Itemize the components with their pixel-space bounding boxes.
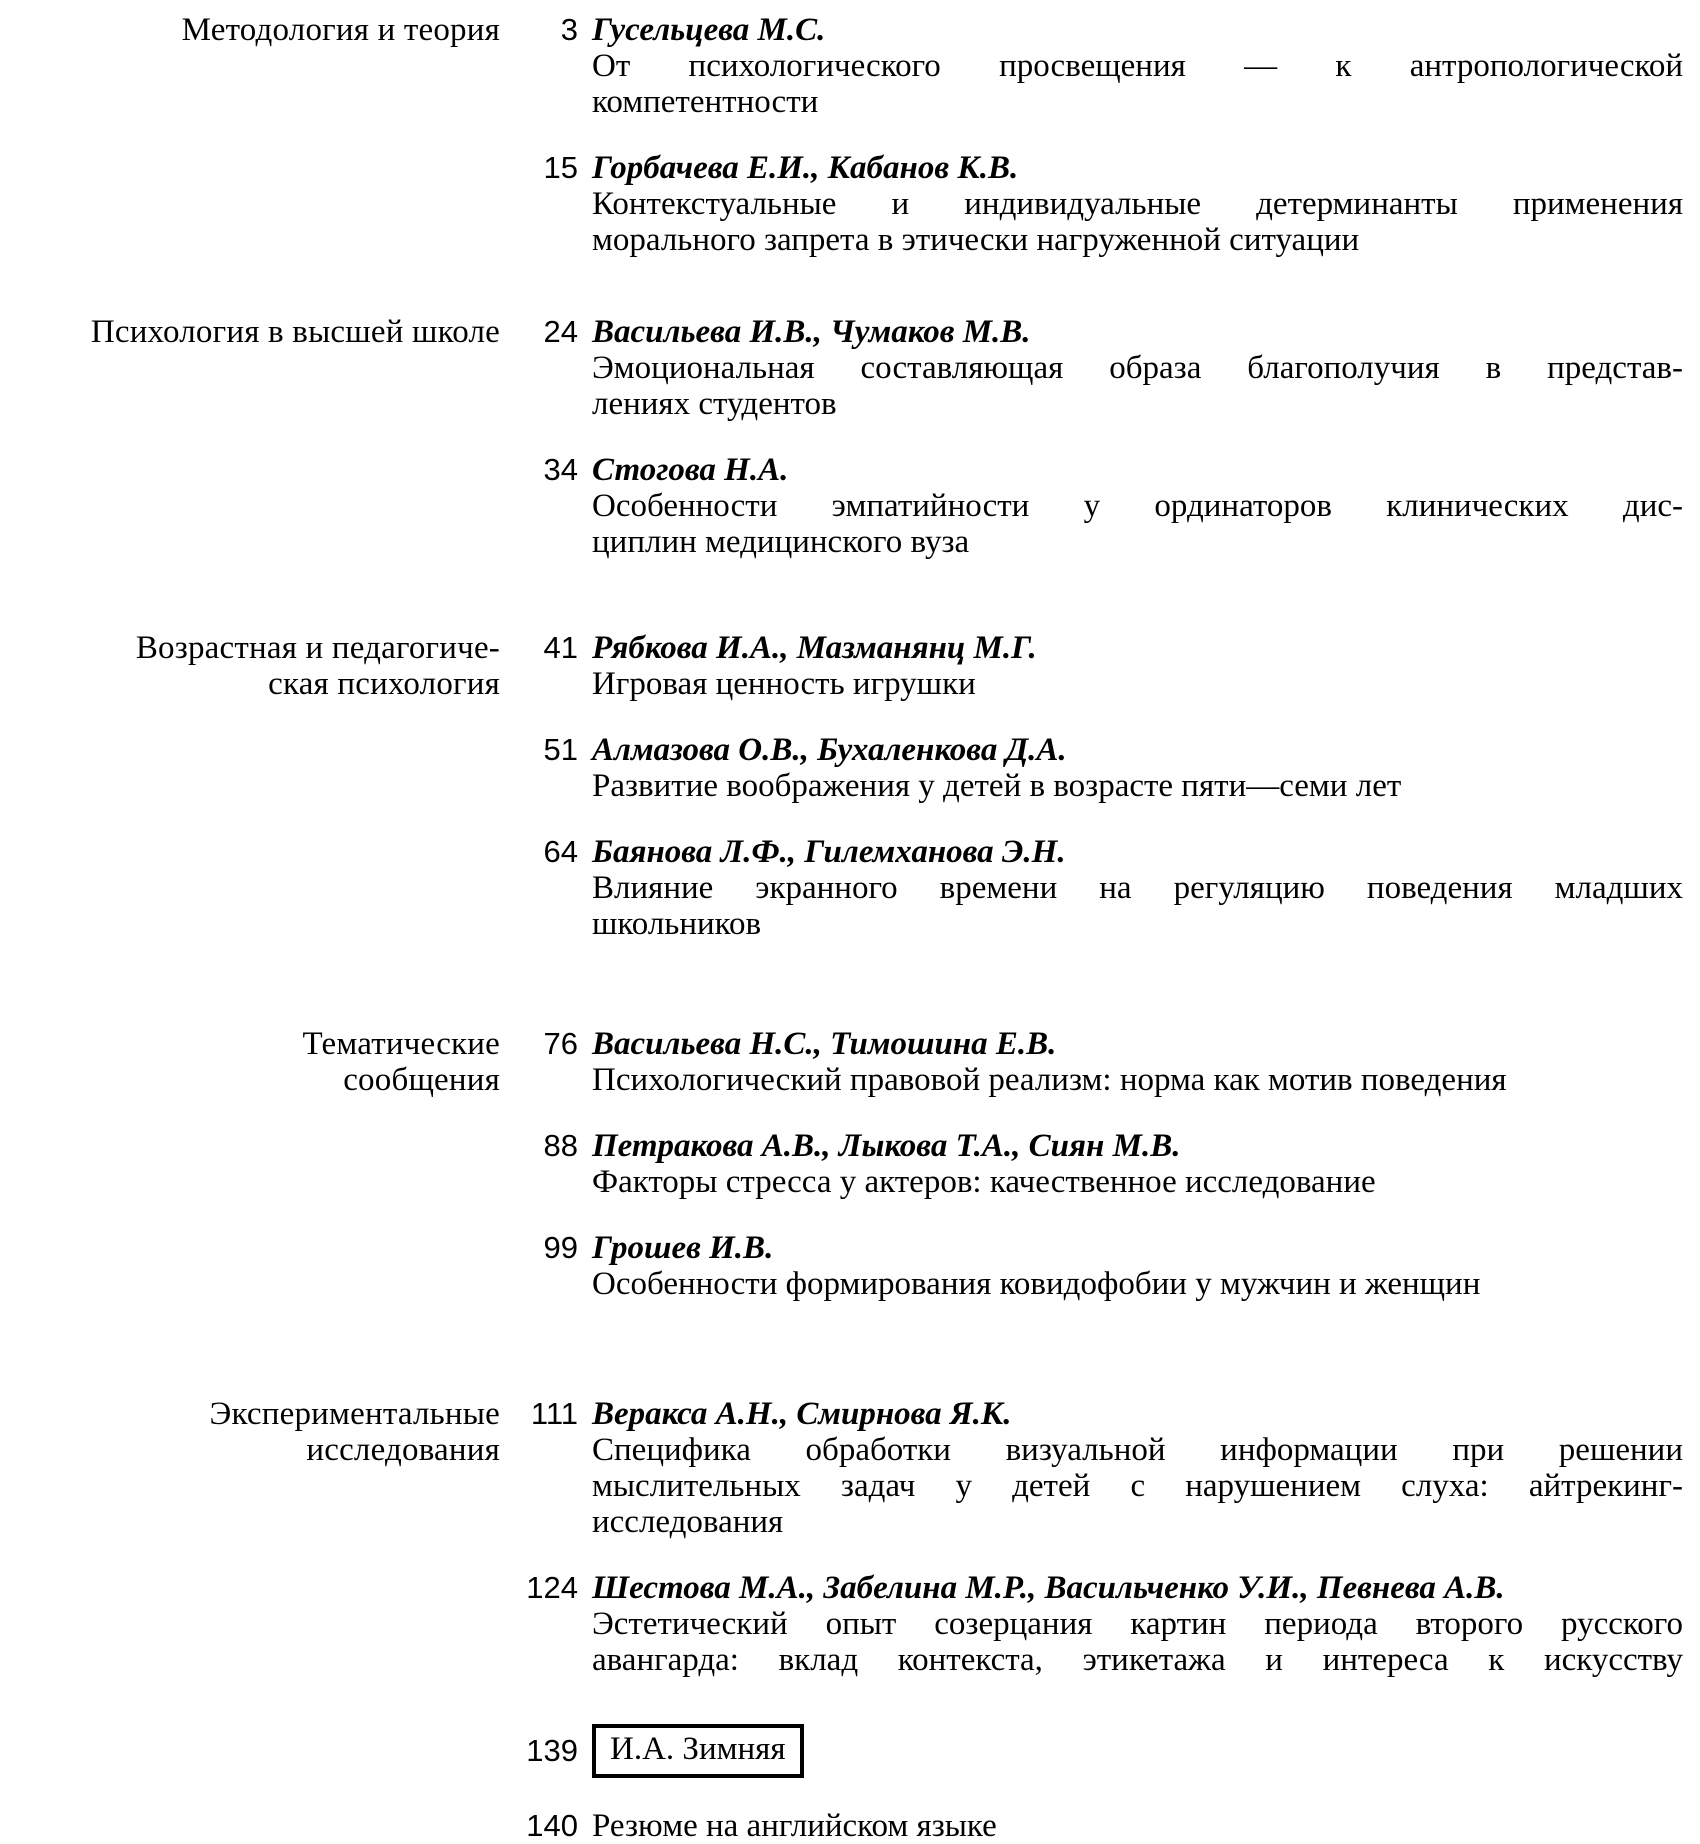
section-label [0, 1026, 500, 1098]
section-label-line: Экспериментальные [209, 1396, 500, 1432]
section-label-line: Тематические [302, 1026, 500, 1062]
entry-title-line: циплин медицинского вуза [592, 524, 970, 560]
toc-entry [500, 732, 1683, 804]
entry-body [592, 1570, 1683, 1678]
entry-title-line: Особенности эмпатийности у ординаторов клинических дис- [592, 488, 1683, 524]
entry-authors: Васильева Н.С., Тимошина Е.В. [592, 1026, 1057, 1062]
toc-entry [500, 1230, 1683, 1302]
entry-authors: Рябкова И.А., Мазманянц М.Г. [592, 630, 1037, 666]
entry-authors: Стогова Н.А. [592, 452, 789, 488]
toc-entry [500, 1570, 1683, 1678]
entry-title-line: Игровая ценность игрушки [592, 666, 976, 702]
section-entries [500, 1724, 1683, 1844]
entry-title-line: Развитие воображения у детей в возрасте пяти—семи лет [592, 768, 1402, 804]
entry-body [592, 314, 1683, 422]
toc-section [0, 630, 1683, 942]
entry-authors: Васильева И.В., Чумаков М.В. [592, 314, 1031, 350]
page-number: 15 [543, 150, 578, 185]
section-label-line: Возрастная и педагогиче- [135, 630, 500, 666]
entry-body [592, 452, 1683, 560]
entry-body [592, 732, 1683, 804]
entry-title-line: Влияние экранного времени на регуляцию поведения младших [592, 870, 1683, 906]
section-label-line: исследования [306, 1432, 500, 1468]
section-label-line: сообщения [343, 1062, 500, 1098]
entry-title-line: Эмоциональная составляющая образа благополучия в представ- [592, 350, 1683, 386]
entry-title-line: Специфика обработки визуальной информации при решении [592, 1432, 1683, 1468]
page-number: 24 [543, 314, 578, 349]
entry-title-line: Особенности формирования ковидофобии у мужчин и женщин [592, 1266, 1481, 1302]
page-number: 51 [543, 732, 578, 767]
entry-authors: Алмазова О.В., Бухаленкова Д.А. [592, 732, 1067, 768]
entry-text: Резюме на английском языке [592, 1808, 997, 1844]
entry-authors: Веракса А.Н., Смирнова Я.К. [592, 1396, 1012, 1432]
entry-authors: Грошев И.В. [592, 1230, 774, 1266]
entry-title-line: исследования [592, 1504, 784, 1540]
entry-authors: Шестова М.А., Забелина М.Р., Васильченко У.И., Певнева А.В. [592, 1570, 1505, 1606]
entry-body [592, 630, 1683, 702]
page-number: 139 [526, 1733, 578, 1768]
section-label [0, 1396, 500, 1468]
toc-entry [500, 314, 1683, 422]
toc-entry [500, 1724, 1683, 1778]
entry-authors: Гусельцева М.С. [592, 12, 826, 48]
toc-section [0, 1026, 1683, 1302]
memorial-box: И.А. Зимняя [592, 1724, 804, 1778]
entry-body [592, 1230, 1683, 1302]
toc-section [0, 1396, 1683, 1678]
page-number: 140 [526, 1808, 578, 1843]
section-label-line: Методология и теория [181, 12, 500, 48]
entry-title-line: авангарда: вклад контекста, этикетажа и интереса к искусству [592, 1642, 1683, 1678]
entry-title-line: лениях студентов [592, 386, 837, 422]
toc-section [0, 1724, 1683, 1844]
section-label-line: Психология в высшей школе [90, 314, 500, 350]
entry-authors: Горбачева Е.И., Кабанов К.В. [592, 150, 1019, 186]
toc-entry [500, 12, 1683, 120]
section-entries [500, 314, 1683, 560]
entry-title-line: мыслительных задач у детей с нарушением слуха: айтрекинг- [592, 1468, 1683, 1504]
entry-title-line: Эстетический опыт созерцания картин периода второго русского [592, 1606, 1683, 1642]
page-number: 34 [543, 452, 578, 487]
entry-body [592, 150, 1683, 258]
page-number: 88 [543, 1128, 578, 1163]
section-entries [500, 1026, 1683, 1302]
section-label [0, 314, 500, 350]
page-number: 99 [543, 1230, 578, 1265]
page-number: 76 [543, 1026, 578, 1061]
entry-body [592, 1026, 1683, 1098]
toc-section [0, 314, 1683, 560]
toc-entry [500, 1026, 1683, 1098]
section-label-line: ская психология [268, 666, 500, 702]
toc-entry [500, 150, 1683, 258]
entry-body [592, 834, 1683, 942]
entry-authors: Петракова А.В., Лыкова Т.А., Сиян М.В. [592, 1128, 1181, 1164]
section-entries [500, 1396, 1683, 1678]
entry-body [592, 1128, 1683, 1200]
toc-section [0, 12, 1683, 258]
entry-body [592, 12, 1683, 120]
page-number: 41 [543, 630, 578, 665]
entry-title-line: морального запрета в этически нагруженной ситуации [592, 222, 1360, 258]
entry-title-line: Факторы стресса у актеров: качественное исследование [592, 1164, 1376, 1200]
page-number: 64 [543, 834, 578, 869]
toc-entry [500, 834, 1683, 942]
page-number: 3 [560, 12, 578, 47]
entry-title-line: компетентности [592, 84, 819, 120]
entry-body [592, 1396, 1683, 1540]
section-entries [500, 12, 1683, 258]
entry-title-line: От психологического просвещения — к антропологической [592, 48, 1683, 84]
page-number: 124 [526, 1570, 578, 1605]
entry-authors: Баянова Л.Ф., Гилемханова Э.Н. [592, 834, 1066, 870]
entry-title-line: Контекстуальные и индивидуальные детерминанты применения [592, 186, 1683, 222]
toc-entry [500, 1808, 1683, 1844]
section-label [0, 630, 500, 702]
toc-entry [500, 630, 1683, 702]
page-number: 111 [530, 1396, 578, 1431]
toc-entry [500, 1128, 1683, 1200]
entry-body [592, 1808, 1683, 1844]
entry-body [592, 1724, 1683, 1778]
section-entries [500, 630, 1683, 942]
toc-entry [500, 1396, 1683, 1540]
entry-title-line: школьников [592, 906, 762, 942]
section-label [0, 12, 500, 48]
toc-entry [500, 452, 1683, 560]
entry-title-line: Психологический правовой реализм: норма как мотив поведения [592, 1062, 1507, 1098]
